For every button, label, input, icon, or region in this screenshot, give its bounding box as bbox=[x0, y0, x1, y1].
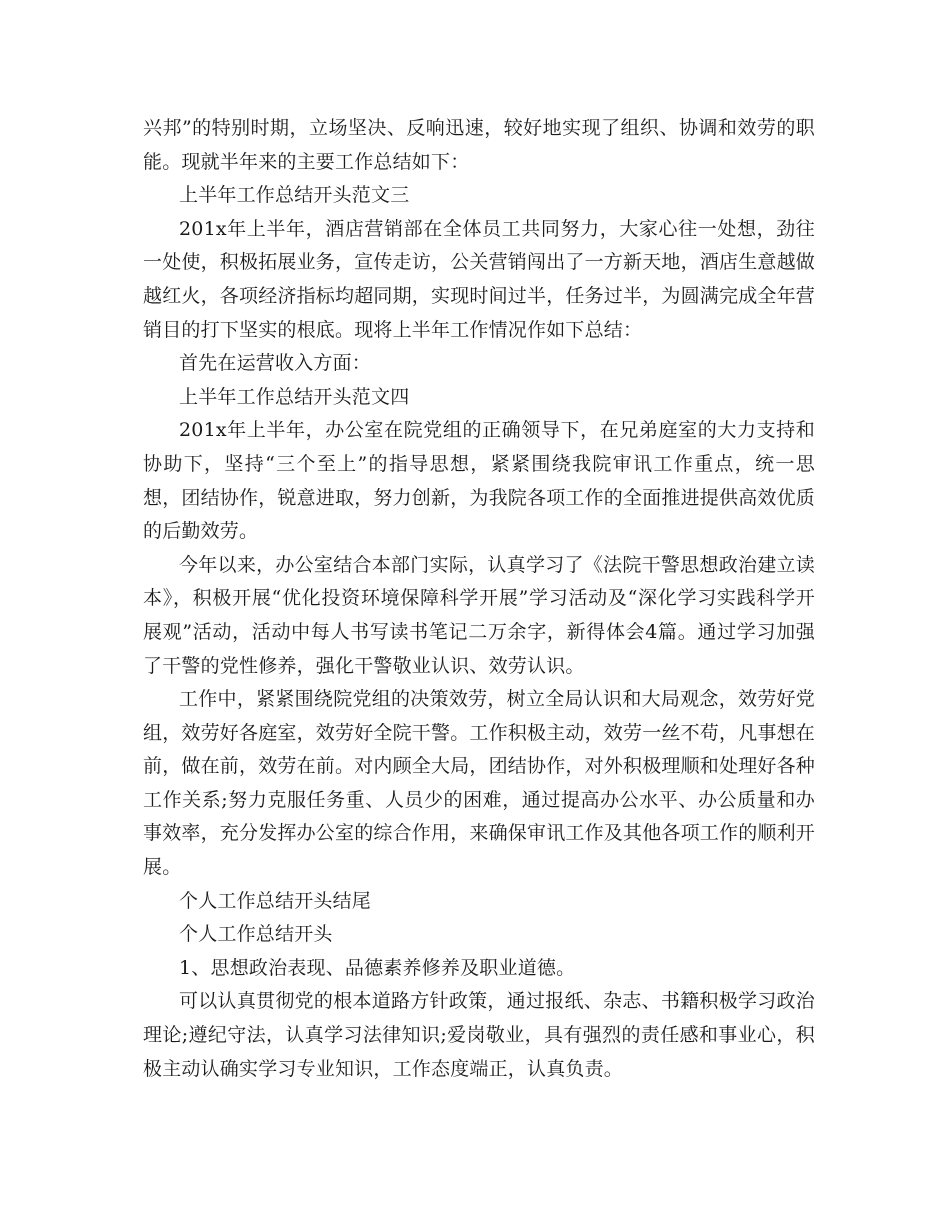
paragraph-continuation: 兴邦”的特别时期，立场坚决、反响迅速，较好地实现了组织、协调和效劳的职能。现就半年来的主要工作总结如下： bbox=[143, 117, 815, 173]
paragraph-hotel-marketing: 201x年上半年，酒店营销部在全体员工共同努力，大家心往一处想，劲往一处使，积极拓展业务，宣传走访，公关营销闯出了一方新天地，酒店生意越做越红火，各项经济指标均超同期，实现时间过半，任务过半，为圆满完成全年营销目的打下坚实的根底。现将上半年工作情况作如下总结： bbox=[143, 217, 816, 341]
paragraph-policy-study: 可以认真贯彻党的根本道路方针政策，通过报纸、杂志、书籍积极学习政治理论;遵纪守法，认真学习法律知识;爱岗敬业，具有强烈的责任感和事业心，积极主动认确实学习专业知识，工作态度端正，认真负责。 bbox=[143, 990, 815, 1080]
heading-personal-summary-opening: 个人工作总结开头 bbox=[179, 923, 333, 946]
paragraph-revenue-intro: 首先在运营收入方面： bbox=[179, 352, 372, 375]
paragraph-work-service: 工作中，紧紧围绕院党组的决策效劳，树立全局认识和大局观念，效劳好党组，效劳好各庭室，效劳好全院干警。工作积极主动，效劳一丝不苟，凡事想在前，做在前，效劳在前。对内顾全大局，团结协作，对外积极理顺和处理好各种工作关系;努力克服任务重、人员少的困难，通过提高办公水平、办公质量和办事效率，充分发挥办公室的综合作用，来确保审讯工作及其他各项工作的顺利开展。 bbox=[143, 688, 816, 879]
list-item-political-ethics: 1、思想政治表现、品德素养修养及职业道德。 bbox=[179, 956, 576, 979]
heading-personal-summary-ending: 个人工作总结开头结尾 bbox=[179, 889, 372, 912]
heading-sample-four: 上半年工作总结开头范文四 bbox=[179, 385, 410, 408]
heading-sample-three: 上半年工作总结开头范文三 bbox=[179, 184, 410, 207]
document-body bbox=[143, 112, 815, 1086]
paragraph-study-activities: 今年以来，办公室结合本部门实际，认真学习了《法院干警思想政治建立读本》，积极开展“优化投资环境保障科学开展”学习活动及“深化学习实践科学开展观”活动，活动中每人书写读书笔记二万余字，新得体会4篇。通过学习加强了干警的党性修养，强化干警敬业认识、效劳认识。 bbox=[143, 553, 815, 677]
paragraph-office-first-half: 201x年上半年，办公室在院党组的正确领导下，在兄弟庭室的大力支持和协助下，坚持“三个至上”的指导思想，紧紧围绕我院审讯工作重点，统一思想，团结协作，锐意进取，努力创新，为我院各项工作的全面推进提供高效优质的后勤效劳。 bbox=[143, 419, 816, 543]
